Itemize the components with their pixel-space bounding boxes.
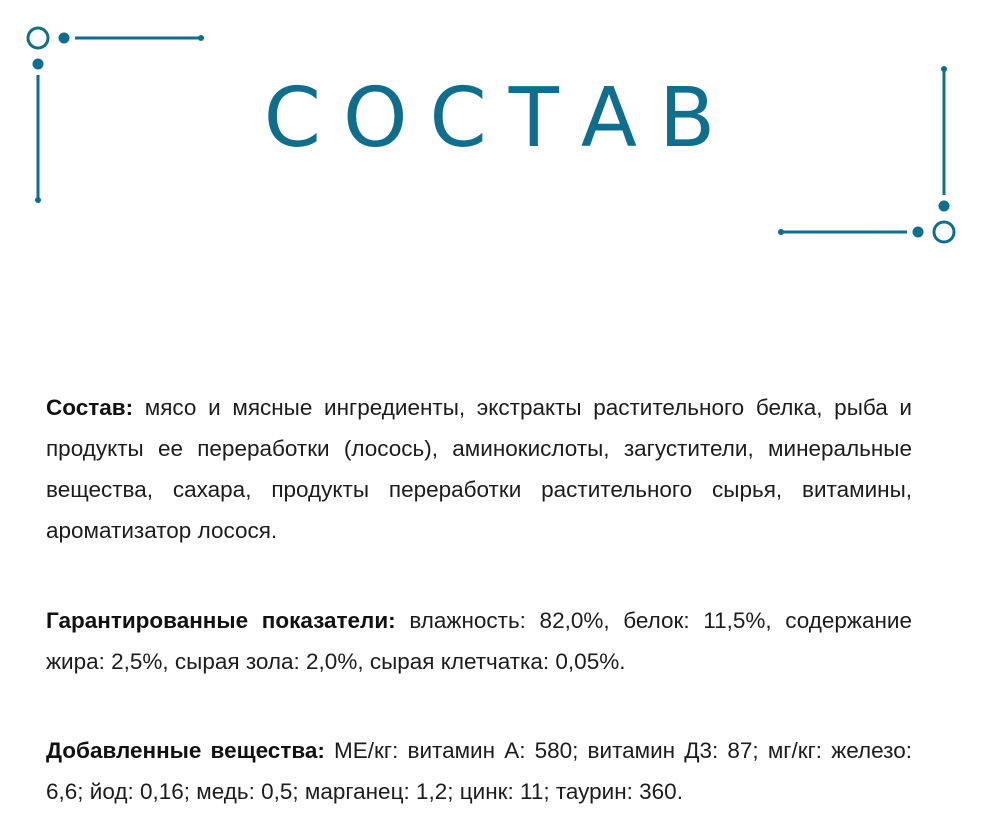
guaranteed-analysis-paragraph <box>46 600 912 682</box>
composition-text: мясо и мясные ингредиенты, экстракты растительного белка, рыба и продукты ее переработки (лосось), аминокислоты, загустители, минеральные вещества, сахара, продукты переработки растительного сырья, витамины, ароматизатор лосося. <box>46 395 912 543</box>
composition-label: Состав: <box>46 395 134 420</box>
additives-label: Добавленные вещества: <box>46 738 325 763</box>
guaranteed-analysis-text: влажность: 82,0%, белок: 11,5%, содержание жира: 2,5%, сырая зола: 2,0%, сырая клетчатка: 0,05%. <box>46 608 912 674</box>
additives-paragraph <box>46 730 912 812</box>
composition-paragraph <box>46 387 912 551</box>
page-title: СОСТАВ <box>263 71 738 166</box>
guaranteed-analysis-label: Гарантированные показатели: <box>46 608 396 633</box>
additives-text: МЕ/кг: витамин А: 580; витамин Д3: 87; мг/кг: железо: 6,6; йод: 0,16; медь: 0,5; марганец: 1,2; цинк: 11; таурин: 360. <box>46 738 912 804</box>
